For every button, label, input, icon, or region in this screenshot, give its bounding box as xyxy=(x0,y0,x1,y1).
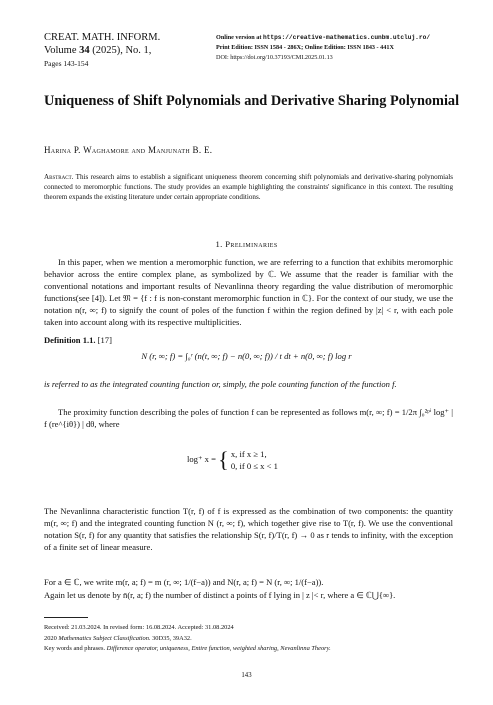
eq2-cases xyxy=(231,448,278,472)
eq2-lhs: log⁺ x = xyxy=(187,453,216,464)
received-dates: Received: 21.03.2024. In revised form: 16.08.2024. Accepted: 31.08.2024 xyxy=(44,624,234,631)
definition-heading xyxy=(44,334,453,346)
abstract-text: This research aims to establish a significant uniqueness theorem concerning shift polynomials and derivative-sharing polynomials connected to meromorphic functions. The study provides an example highlighting the constraints' significance in this context. The resulting theorem expands the existing literature under certain appropriate conditions. xyxy=(44,173,453,201)
eq2-case-2: 0, if 0 ≤ x < 1 xyxy=(230,461,278,471)
journal-header-left xyxy=(44,31,214,70)
paragraph-proximity: The proximity function describing the poles of function f can be represented as follows m(r, ∞; f) = 1/2π ∫₀²ᵖⁱ log⁺ | f (re^{iθ}) | dθ, where xyxy=(44,407,453,430)
abstract xyxy=(44,172,453,202)
equation-log-plus xyxy=(187,447,278,473)
volume-prefix: Volume xyxy=(44,45,80,56)
journal-header-right xyxy=(216,33,486,63)
page-number: 143 xyxy=(241,672,252,679)
definition-label: Definition 1.1. xyxy=(44,335,96,345)
footnote-rule xyxy=(44,617,88,618)
section-title: Preliminaries xyxy=(225,239,278,249)
volume-line xyxy=(44,44,214,57)
online-url-link[interactable]: https://creative-mathematics.cunbm.utcluj.ro/ xyxy=(262,34,431,41)
definition-text: is referred to as the integrated counting function or, simply, the pole counting function of the function f. xyxy=(44,379,397,389)
keywords: Difference operator, uniqueness, Entire function, weighted sharing, Nevanlinna Theory. xyxy=(105,645,331,652)
eq2-case-1: x, if x ≥ 1, xyxy=(230,449,267,459)
page-range: Pages 143-154 xyxy=(44,59,89,68)
paragraph-a-points: For a ∈ ℂ, we write m(r, a; f) = m (r, ∞; 1/(f−a)) and N(r, a; f) = N (r, ∞; 1/(f−a)). xyxy=(44,577,324,587)
footnotes xyxy=(44,623,464,655)
volume-number: 34 xyxy=(79,45,90,56)
volume-suffix: (2025), No. 1, xyxy=(89,45,152,56)
brace-glyph: { xyxy=(218,447,229,472)
doi-link[interactable]: DOI: https://doi.org/10.37193/CMI.2025.01.13 xyxy=(216,54,333,61)
abstract-label: Abstract. xyxy=(44,173,74,181)
msc-line xyxy=(44,634,464,645)
section-number: 1. xyxy=(215,239,223,249)
paragraph-distinct-points: Again let us denote by n̄(r, a; f) the number of distinct a points of f lying in | z |< r, where a ∈ ℂ⋃{∞}. xyxy=(44,590,396,600)
paragraph-characteristic: The Nevanlinna characteristic function T(r, f) of f is expressed as the combination of two components: the quantity m(r, ∞; f) and the integrated counting function N (r, ∞; f), which together give rise to T(r, f). We use the conventional notation S(r, f) for any quantity that satisfies the relationship S(r, f)/T(r, f) → 0 as r tends to infinity, with the exception of a finite set of linear measure. xyxy=(44,506,453,553)
paragraph-intro: In this paper, when we mention a meromorphic function, we are referring to a function that exhibits meromorphic behavior across the entire complex plane, as symbolized by ℂ. We assume that the reader is familiar with the conventional notations and important results of Nevanlinna theory regarding the value distribution of meromorphic functions(see [4]). Let 𝔐 = {f : f is non-constant meromorphic function in ℂ}. For the context of our study, we use the notation n(r, ∞; f) to signify the count of poles of the function f within the region defined by |z| < r, with each pole taken into account along with its respective multiplicities. xyxy=(44,257,453,328)
keywords-line xyxy=(44,644,464,655)
issn-line: Print Edition: ISSN 1584 - 286X; Online Edition: ISSN 1843 - 441X xyxy=(216,44,394,51)
msc-codes: 30D35, 39A32. xyxy=(150,634,192,642)
equation-counting-function: N (r, ∞; f) = ∫₀ʳ (n(t, ∞; f) − n(0, ∞; f)) / t dt + n(0, ∞; f) log r xyxy=(141,351,352,361)
keywords-label: Key words and phrases. xyxy=(44,645,106,652)
author-list: Harina P. Waghamore and Manjunath B. E. xyxy=(44,145,213,155)
online-version xyxy=(216,33,486,43)
definition-citation[interactable]: [17] xyxy=(97,335,112,345)
journal-name: CREAT. MATH. INFORM. xyxy=(44,32,161,43)
msc-label: Mathematics Subject Classification. xyxy=(58,634,151,642)
online-prefix: Online version at xyxy=(216,34,263,41)
paper-title: Uniqueness of Shift Polynomials and Derivative Sharing Polynomial xyxy=(44,93,460,109)
msc-year: 2020 xyxy=(44,634,59,642)
section-heading xyxy=(0,239,493,249)
